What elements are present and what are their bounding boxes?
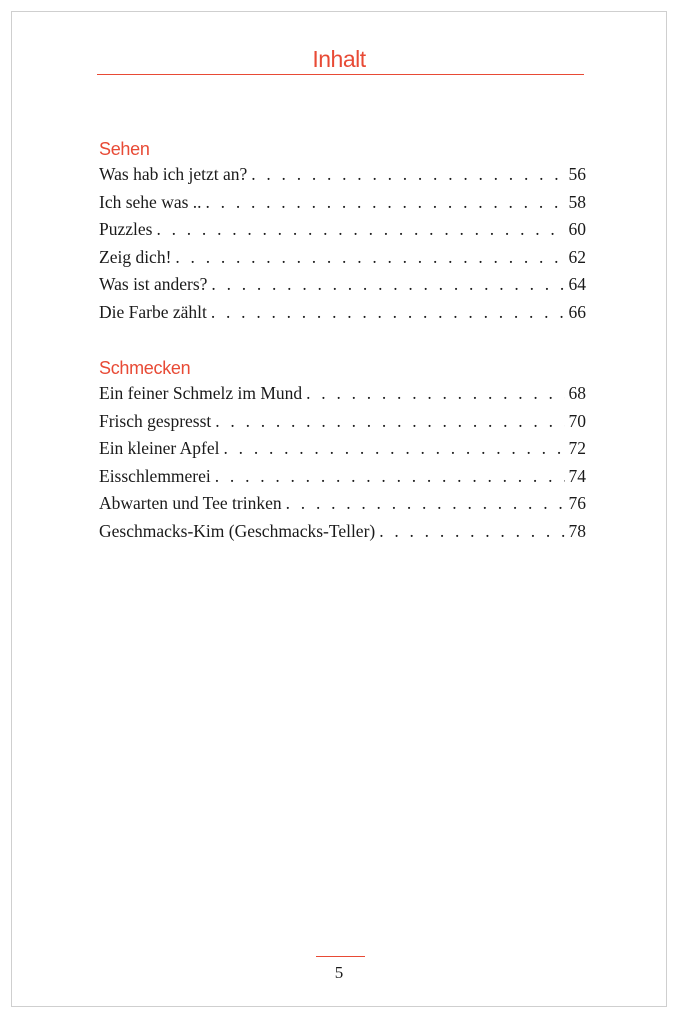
dot-leader	[211, 274, 564, 295]
section-heading: Schmecken	[99, 358, 191, 378]
toc-entry[interactable]	[99, 192, 586, 220]
dot-leader	[206, 192, 565, 213]
toc-entry-page: 76	[568, 493, 586, 513]
toc-entry-page: 68	[568, 383, 586, 403]
toc-entry[interactable]	[99, 383, 586, 411]
dot-leader	[215, 466, 565, 487]
toc-entry[interactable]	[99, 219, 586, 247]
dot-leader	[306, 383, 564, 404]
dot-leader	[379, 521, 564, 542]
toc-entry-title: Frisch gespresst	[99, 410, 212, 431]
dot-leader	[251, 164, 564, 185]
dot-leader	[175, 247, 564, 268]
toc-entry-page: 58	[568, 191, 586, 212]
page-number: 5	[334, 963, 344, 982]
toc-entry[interactable]	[99, 274, 586, 302]
toc-entry-title: Ein kleiner Apfel	[99, 438, 220, 458]
toc-entry-title: Ein feiner Schmelz im Mund	[99, 383, 303, 403]
toc-entry-page: 74	[568, 465, 586, 486]
toc-entry[interactable]	[99, 521, 586, 549]
toc-entry[interactable]	[99, 493, 586, 521]
dot-leader	[224, 438, 565, 459]
toc-entry[interactable]	[99, 466, 586, 494]
toc-entry-page: 70	[568, 410, 586, 431]
toc-entry-title: Zeig dich!	[99, 246, 172, 267]
page-title: Inhalt	[312, 46, 366, 72]
toc-entry-title: Abwarten und Tee trinken	[99, 493, 282, 513]
toc-entry-page: 72	[568, 438, 586, 458]
toc-entry-title: Was ist anders?	[99, 274, 208, 294]
dot-leader	[211, 302, 565, 323]
toc-entry-page: 56	[568, 164, 586, 184]
toc-entry-page: 78	[568, 520, 586, 541]
toc-entry-page: 60	[568, 219, 586, 239]
dot-leader	[215, 411, 564, 432]
toc-entry-page: 62	[568, 246, 586, 267]
toc-entry-page: 64	[568, 274, 586, 294]
section-heading: Sehen	[99, 139, 150, 159]
toc-entry-title: Was hab ich jetzt an?	[99, 164, 248, 184]
toc-section-sehen	[99, 137, 586, 329]
toc-entry-title: Ich sehe was ..	[99, 191, 202, 212]
toc-entry-title: Puzzles	[99, 219, 153, 239]
toc-entry-page: 66	[568, 301, 586, 322]
toc-entry[interactable]	[99, 164, 586, 192]
toc-entry-title: Geschmacks-Kim (Geschmacks-Teller)	[99, 520, 376, 541]
toc-entry[interactable]	[99, 411, 586, 439]
toc-entry-title: Eisschlemmerei	[99, 465, 211, 486]
title-divider	[97, 74, 584, 75]
dot-leader	[286, 493, 565, 514]
toc-entry[interactable]	[99, 302, 586, 330]
toc-entry[interactable]	[99, 438, 586, 466]
toc-entry[interactable]	[99, 247, 586, 275]
toc-entry-title: Die Farbe zählt	[99, 301, 207, 322]
toc-section-schmecken	[99, 356, 586, 548]
dot-leader	[156, 219, 564, 240]
footer-divider	[316, 956, 365, 957]
book-page	[11, 11, 667, 1007]
